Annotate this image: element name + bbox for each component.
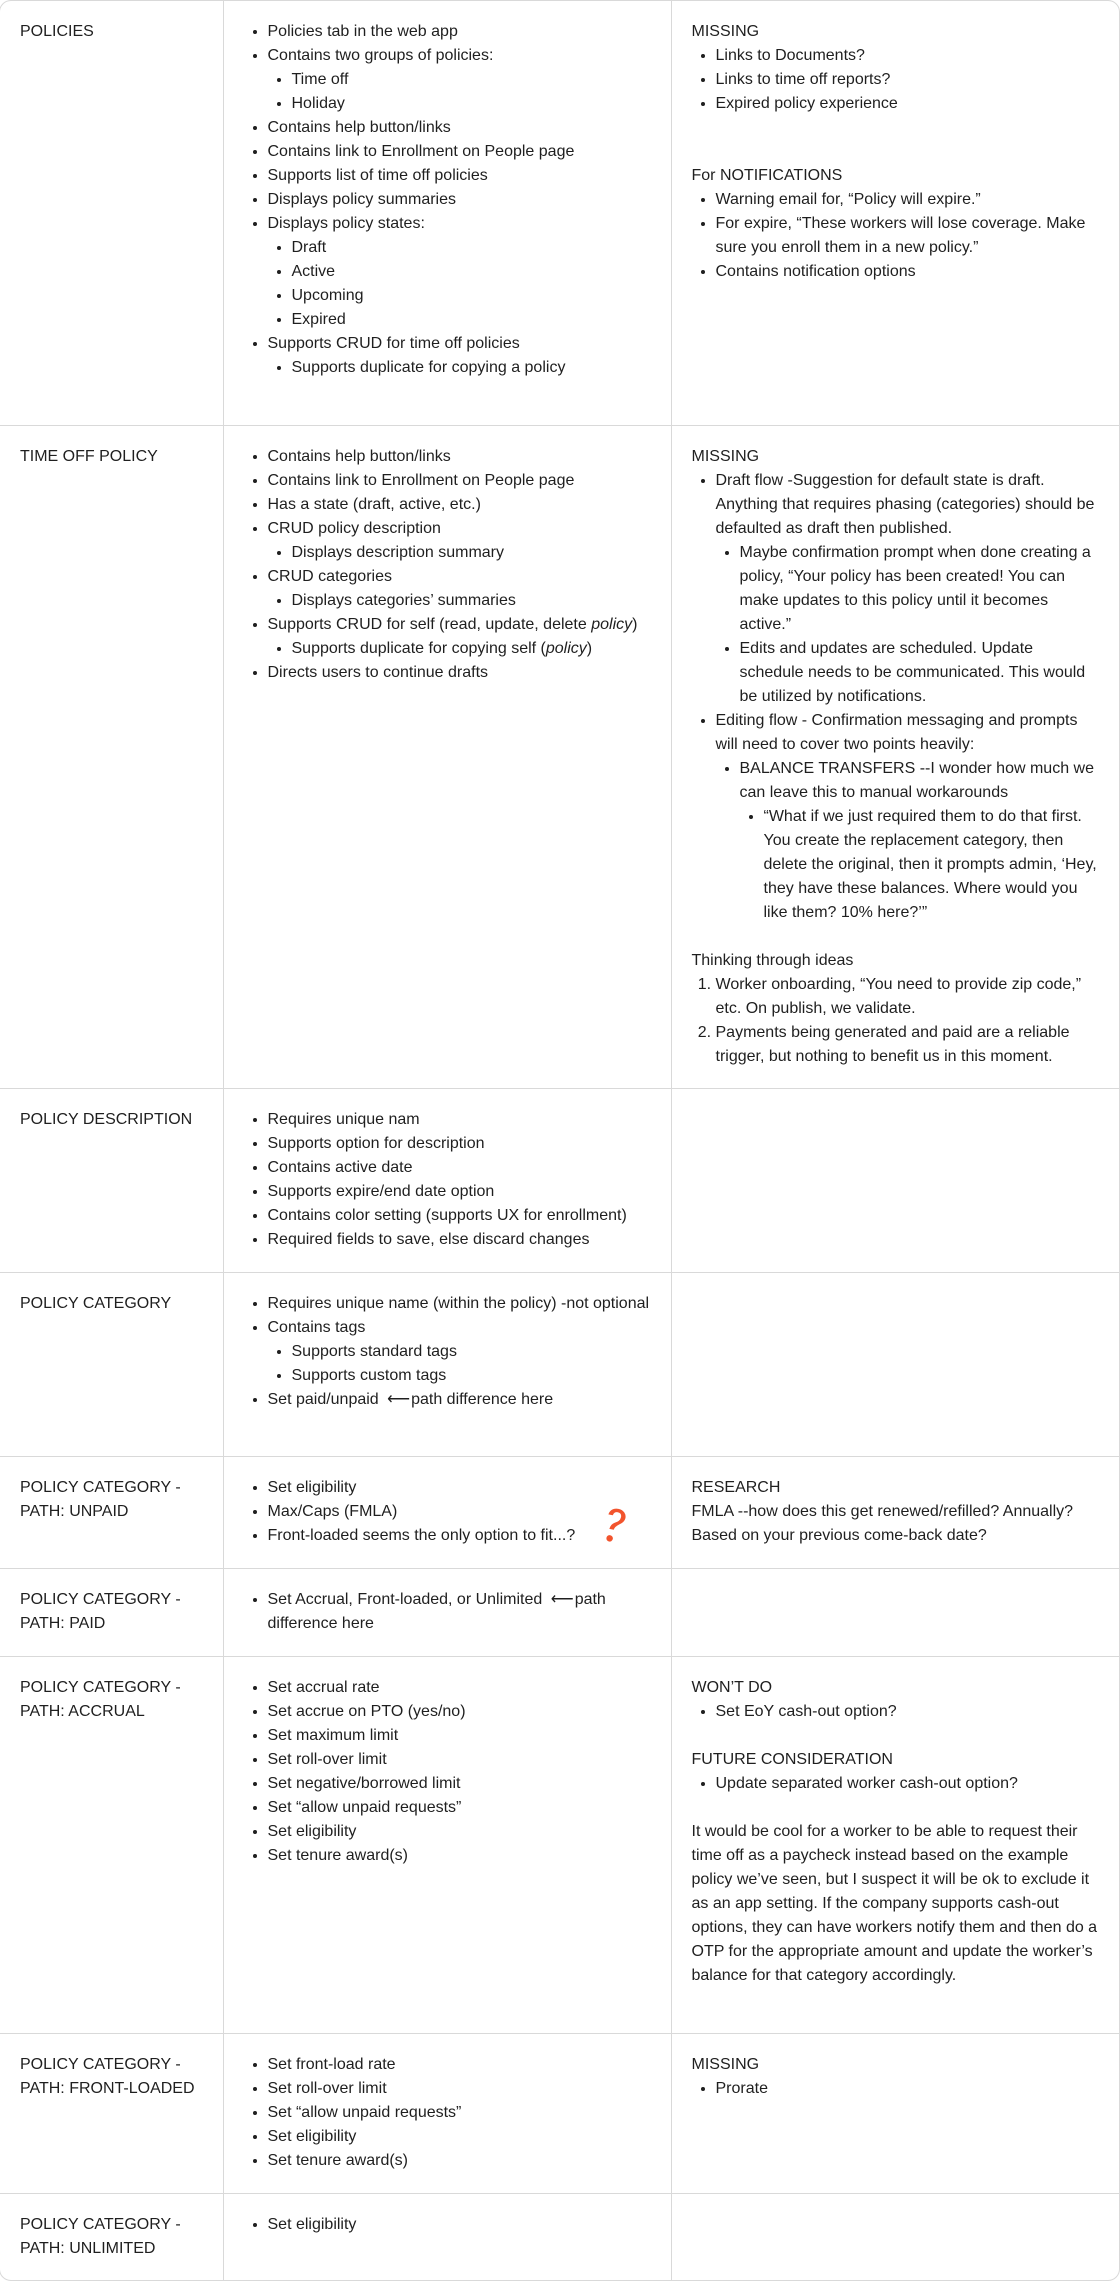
requirements-list <box>244 1676 651 1868</box>
list-item: • Contains help button/links <box>268 116 651 140</box>
notes-heading: RESEARCH <box>691 1478 781 1496</box>
requirements-cell <box>223 1568 671 1656</box>
list-item: • Holiday <box>292 92 651 116</box>
requirements-cell <box>223 1656 671 2033</box>
list-item <box>268 1588 651 1636</box>
row-label-cell <box>0 1272 223 1456</box>
list-item <box>716 709 1102 925</box>
row-label: POLICY CATEGORY - PATH: FRONT-LOADED <box>20 2055 195 2097</box>
list-item: • Contains help button/links <box>268 445 651 469</box>
list-item: • Set tenure award(s) <box>268 2149 651 2173</box>
notes-heading: For NOTIFICATIONS <box>691 167 843 184</box>
list-item <box>268 44 651 116</box>
row-label: TIME OFF POLICY <box>20 447 158 465</box>
list-item: • Required fields to save, else discard changes <box>268 1228 651 1252</box>
notes-cell <box>671 425 1120 1088</box>
sub-list <box>268 236 651 332</box>
list-item: • Supports custom tags <box>292 1364 651 1388</box>
notes-list <box>692 44 1102 116</box>
sub-list <box>268 637 651 661</box>
list-item <box>268 613 651 661</box>
table-row <box>0 1656 1120 2033</box>
list-item <box>292 637 651 661</box>
arrow-left-icon: ⟵ <box>387 1390 410 1408</box>
row-label-cell <box>0 1088 223 1272</box>
list-item-text: Set Accrual, Front-loaded, or Unlimited <box>267 1590 543 1608</box>
row-label: POLICY CATEGORY - PATH: PAID <box>20 1590 181 1632</box>
list-item: • Set tenure award(s) <box>268 1844 651 1868</box>
requirements-cell <box>223 2193 671 2281</box>
list-item: • Set roll-over limit <box>268 1748 651 1772</box>
requirements-list <box>244 2213 651 2237</box>
row-label-cell <box>0 1656 223 2033</box>
list-item: • Set accrue on PTO (yes/no) <box>268 1700 651 1724</box>
list-item: • Requires unique name (within the policy) -not optional <box>268 1292 651 1316</box>
list-item: • Set negative/borrowed limit <box>268 1772 651 1796</box>
list-item: • Prorate <box>716 2077 1102 2101</box>
list-item: • Set “allow unpaid requests” <box>268 1796 651 1820</box>
notes-heading: WON’T DO <box>691 1678 773 1696</box>
sub-list <box>716 757 1102 925</box>
list-item-text: CRUD policy description <box>267 519 441 537</box>
list-item-text: Contains two groups of policies: <box>267 47 494 64</box>
list-item <box>268 565 651 613</box>
list-item: • Links to time off reports? <box>716 68 1102 92</box>
notes-list <box>692 2077 1102 2101</box>
row-label-cell <box>0 1568 223 1656</box>
list-item: 1. Worker onboarding, “You need to provide zip code,” etc. On publish, we validate. <box>716 973 1102 1021</box>
table-row <box>0 2193 1120 2281</box>
notes-paragraph: FMLA --how does this get renewed/refilled? Annually? Based on your previous come-back date? <box>691 1502 1074 1544</box>
list-item: • Displays categories’ summaries <box>292 589 651 613</box>
list-item <box>268 332 651 380</box>
sub-list <box>268 1340 651 1388</box>
list-item: • Expired policy experience <box>716 92 1102 116</box>
list-item: • Directs users to continue drafts <box>268 661 651 685</box>
emphasis-text: policy <box>591 615 633 633</box>
row-label: POLICY DESCRIPTION <box>20 1110 193 1128</box>
list-item: • Displays description summary <box>292 541 651 565</box>
notes-paragraph: It would be cool for a worker to be able to request their time off as a paycheck instead based on the example policy we’ve seen, but I suspect it will be ok to exclude it as an app setting. If the company supports cash-out options, they can have workers notify them and then do a OTP for the appropriate amount and update the worker’s balance for that category accordingly. <box>691 1822 1098 1984</box>
list-item: • Policies tab in the web app <box>268 20 651 44</box>
list-item-text: Supports CRUD for time off policies <box>267 335 520 352</box>
notes-cell <box>671 1088 1120 1272</box>
notes-cell <box>671 1656 1120 2033</box>
list-item: • Requires unique nam <box>268 1108 651 1132</box>
list-item-text: Contains tags <box>267 1318 366 1336</box>
list-item-text: Displays policy states: <box>267 215 425 232</box>
notes-list <box>692 1772 1102 1796</box>
list-item: • For expire, “These workers will lose coverage. Make sure you enroll them in a new policy.” <box>716 212 1102 260</box>
requirements-list <box>244 1476 651 1548</box>
row-label-cell <box>0 2193 223 2281</box>
list-item-text: Draft flow -Suggestion for default state is draft. Anything that requires phasing (categories) should be defaulted as draft then published. <box>715 471 1095 537</box>
list-item-text: Editing flow - Confirmation messaging and prompts will need to cover two points heavily: <box>715 711 1078 753</box>
list-item: • Set eligibility <box>268 1820 651 1844</box>
notes-cell <box>671 2193 1120 2281</box>
list-item-text: path difference here <box>267 1590 606 1632</box>
list-item: • Time off <box>292 68 651 92</box>
list-item: • Max/Caps (FMLA) <box>268 1500 651 1524</box>
list-item: • Set eligibility <box>268 2125 651 2149</box>
list-item-text: path difference here <box>411 1390 554 1408</box>
notes-heading: FUTURE CONSIDERATION <box>691 1750 893 1768</box>
ideas-list <box>692 973 1102 1069</box>
sub-list <box>740 805 1102 925</box>
list-item-text: BALANCE TRANSFERS --I wonder how much we can leave this to manual workarounds <box>739 759 1094 801</box>
requirements-cell <box>223 1 671 425</box>
list-item-text: ) <box>632 615 638 633</box>
sub-list <box>268 589 651 613</box>
list-item: • Set EoY cash-out option? <box>716 1700 1102 1724</box>
notes-cell <box>671 2033 1120 2193</box>
requirements-cell <box>223 1272 671 1456</box>
row-label: POLICY CATEGORY - PATH: UNPAID <box>20 1478 181 1520</box>
arrow-left-icon: ⟵ <box>550 1590 573 1608</box>
list-item-text: Supports duplicate for copying self ( <box>291 639 546 657</box>
requirements-cell <box>223 1456 671 1568</box>
requirements-list <box>244 20 651 380</box>
list-item <box>716 469 1102 709</box>
notes-heading: Thinking through ideas <box>691 951 854 969</box>
list-item: • Warning email for, “Policy will expire.” <box>716 188 1102 212</box>
row-label: POLICY CATEGORY <box>20 1294 172 1312</box>
requirements-list <box>244 1108 651 1252</box>
list-item: • Contains color setting (supports UX for enrollment) <box>268 1204 651 1228</box>
sub-list <box>268 541 651 565</box>
list-item: • Front-loaded seems the only option to fit...? <box>268 1524 651 1548</box>
requirements-list <box>244 1292 651 1412</box>
list-item: • Active <box>292 260 651 284</box>
list-item: • Set roll-over limit <box>268 2077 651 2101</box>
notes-cell <box>671 1568 1120 1656</box>
row-label: POLICY CATEGORY - PATH: ACCRUAL <box>20 1678 181 1720</box>
list-item: • Supports list of time off policies <box>268 164 651 188</box>
list-item: • Supports duplicate for copying a policy <box>292 356 651 380</box>
list-item-text: ) <box>586 639 593 657</box>
list-item: • Set eligibility <box>268 2213 651 2237</box>
list-item-text: CRUD categories <box>267 567 392 585</box>
list-item: • Expired <box>292 308 651 332</box>
notes-cell <box>671 1 1120 425</box>
requirements-cell <box>223 2033 671 2193</box>
requirements-cell <box>223 1088 671 1272</box>
sub-list <box>716 541 1102 709</box>
row-label-cell <box>0 2033 223 2193</box>
table-row <box>0 1272 1120 1456</box>
spec-table <box>0 1 1120 2281</box>
requirements-list <box>244 445 651 685</box>
row-label-cell <box>0 425 223 1088</box>
notes-heading: MISSING <box>691 2055 760 2073</box>
list-item <box>740 757 1102 925</box>
row-label-cell <box>0 1456 223 1568</box>
list-item: • Set “allow unpaid requests” <box>268 2101 651 2125</box>
notes-cell <box>671 1456 1120 1568</box>
list-item: • Supports standard tags <box>292 1340 651 1364</box>
list-item: • Contains link to Enrollment on People page <box>268 140 651 164</box>
row-label: POLICIES <box>20 23 94 40</box>
requirements-list <box>244 2053 651 2173</box>
table-row <box>0 2033 1120 2193</box>
table-row <box>0 1 1120 425</box>
requirements-cell <box>223 425 671 1088</box>
list-item: • Set accrual rate <box>268 1676 651 1700</box>
list-item: • Contains active date <box>268 1156 651 1180</box>
notes-list <box>692 469 1102 925</box>
list-item: • Supports option for description <box>268 1132 651 1156</box>
list-item: • Set eligibility <box>268 1476 651 1500</box>
list-item: • Maybe confirmation prompt when done creating a policy, “Your policy has been created! You can make updates to this policy until it becomes active.” <box>740 541 1102 637</box>
list-item: • Upcoming <box>292 284 651 308</box>
question-mark-sticker-icon <box>592 1503 636 1547</box>
list-item: • Displays policy summaries <box>268 188 651 212</box>
list-item <box>268 212 651 332</box>
table-row <box>0 1088 1120 1272</box>
list-item-text: Supports CRUD for self (read, update, delete <box>267 615 592 633</box>
notes-heading: MISSING <box>691 23 760 40</box>
list-item: • Contains notification options <box>716 260 1102 284</box>
requirements-list <box>244 1588 651 1636</box>
table-row <box>0 1568 1120 1656</box>
list-item <box>268 1388 651 1412</box>
emphasis-text: policy <box>545 639 587 657</box>
row-label-cell <box>0 1 223 425</box>
notes-list <box>692 1700 1102 1724</box>
list-item: 2. Payments being generated and paid are a reliable trigger, but nothing to benefit us in this moment. <box>716 1021 1102 1069</box>
notes-heading: MISSING <box>691 447 760 465</box>
list-item: • Update separated worker cash-out option? <box>716 1772 1102 1796</box>
table-row <box>0 425 1120 1088</box>
list-item: • Contains link to Enrollment on People page <box>268 469 651 493</box>
list-item: • Links to Documents? <box>716 44 1102 68</box>
list-item <box>268 1316 651 1388</box>
notes-cell <box>671 1272 1120 1456</box>
sub-list <box>268 68 651 116</box>
sub-list <box>268 356 651 380</box>
list-item: • Supports expire/end date option <box>268 1180 651 1204</box>
list-item: • “What if we just required them to do that first. You create the replacement category, then delete the original, then it prompts admin, ‘Hey, they have these balances. Where would you like them? 10% here?’” <box>764 805 1102 925</box>
list-item: • Set maximum limit <box>268 1724 651 1748</box>
list-item: • Set front-load rate <box>268 2053 651 2077</box>
table-row <box>0 1456 1120 1568</box>
list-item: • Draft <box>292 236 651 260</box>
list-item-text: Set paid/unpaid <box>267 1390 379 1408</box>
list-item: • Edits and updates are scheduled. Update schedule needs to be communicated. This would be utilized by notifications. <box>740 637 1102 709</box>
list-item: • Has a state (draft, active, etc.) <box>268 493 651 517</box>
list-item <box>268 517 651 565</box>
row-label: POLICY CATEGORY - PATH: UNLIMITED <box>20 2215 181 2257</box>
notes-list <box>692 188 1102 284</box>
